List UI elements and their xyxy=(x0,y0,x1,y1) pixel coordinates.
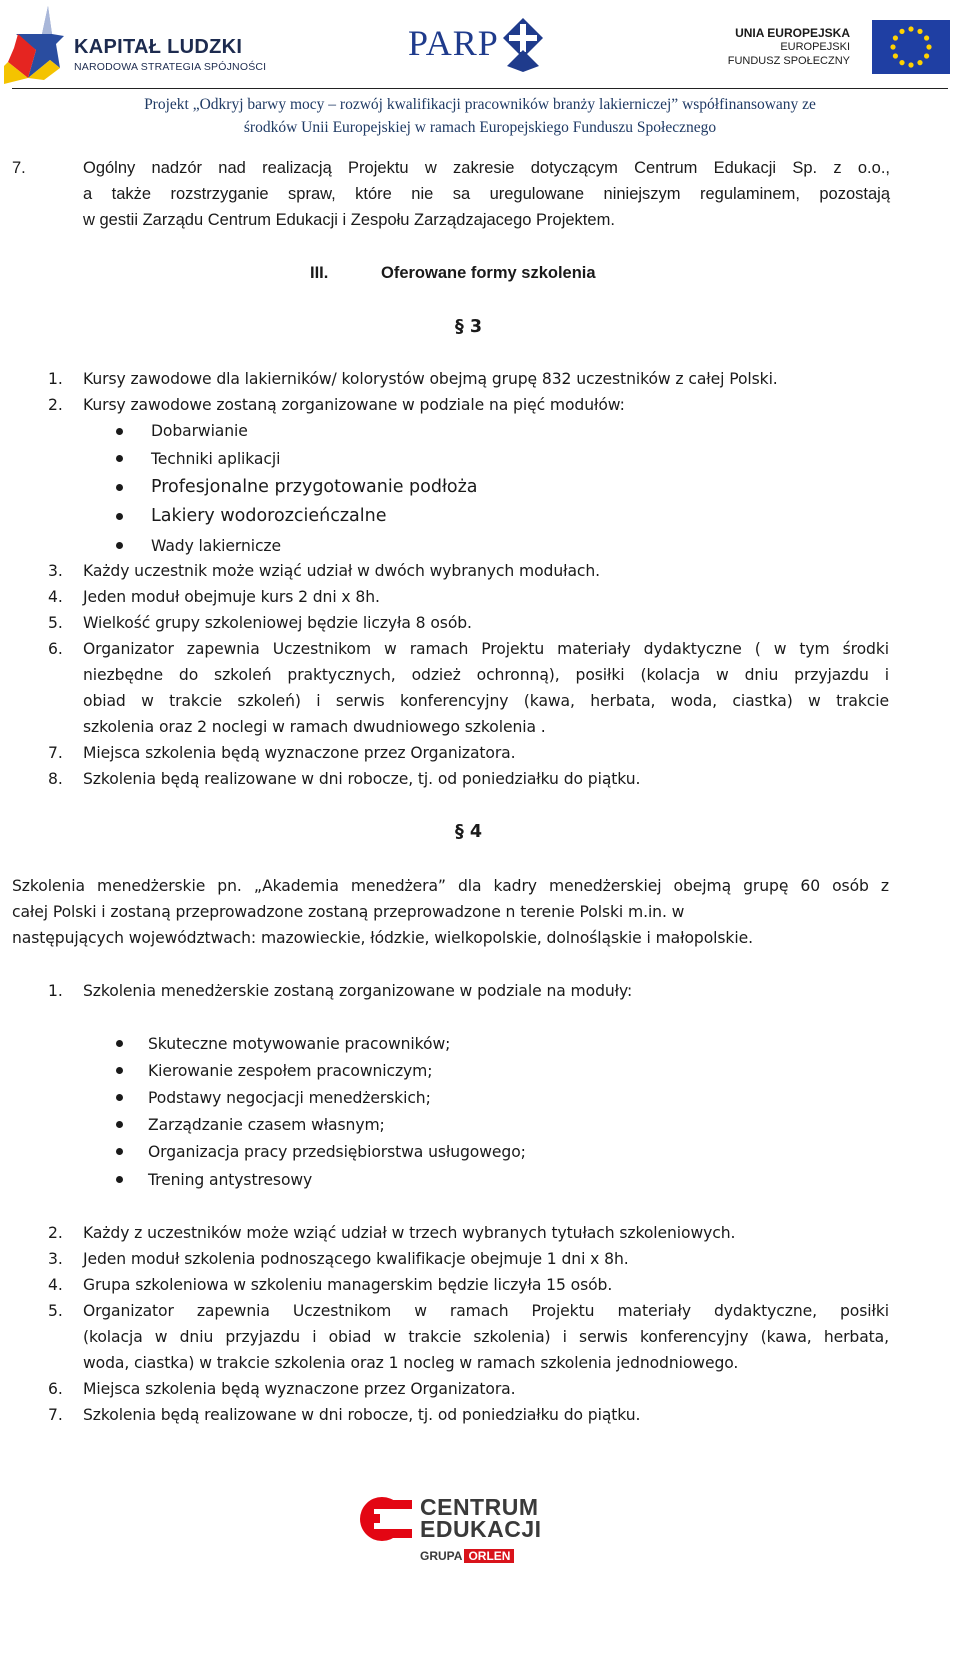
list-item: Szkolenia będą realizowane w dni robocze, tj. od poniedziałku do piątku. xyxy=(83,1406,641,1424)
list-item: Każdy uczestnik może wziąć udział w dwóch wybranych modułach. xyxy=(83,562,601,580)
page-header xyxy=(0,0,960,90)
list-number: 5. xyxy=(48,614,63,632)
list-item: Wielkość grupy szkoleniowej będzie liczyła 8 osób. xyxy=(83,614,472,632)
item6-line4: szkolenia oraz 2 noclegi w ramach dwudniowego szkolenia . xyxy=(83,718,546,736)
point7-line3: w gestii Zarządu Centrum Edukacji i Zespołu Zarządzajacego Projektem. xyxy=(83,211,615,229)
eu-caption-line3: FUNDUSZ SPOŁECZNY xyxy=(727,55,850,67)
parp-name: PARP xyxy=(408,23,499,63)
list-item: Jeden moduł szkolenia podnoszącego kwalifikacje obejmuje 1 dni x 8h. xyxy=(83,1250,629,1268)
bullet-icon xyxy=(116,1121,123,1128)
list-number: 7. xyxy=(48,744,63,762)
item5-line3: woda, ciastka) w trakcie szkolenia oraz 1 nocleg w ramach szkolenia jednodniowego. xyxy=(83,1354,739,1372)
list-number: 3. xyxy=(48,1250,63,1268)
bullet-icon xyxy=(116,428,123,435)
parp-arrows-icon xyxy=(503,18,543,72)
list-number: 8. xyxy=(48,770,63,788)
parp-logo xyxy=(408,18,568,78)
group-label: GRUPA xyxy=(420,1549,463,1563)
module-item: Trening antystresowy xyxy=(148,1171,313,1189)
project-caption-line1: Projekt „Odkryj barwy mocy – rozwój kwalifikacji pracowników branży lakierniczej” współfinansowany ze xyxy=(144,96,816,113)
item5-line1: Organizator zapewnia Uczestnikom w ramach Projektu materiały dydaktyczne, posiłki xyxy=(83,1302,889,1320)
list-number: 7. xyxy=(48,1406,63,1424)
centrum-edukacji-line1: CENTRUM xyxy=(420,1494,539,1520)
kapital-ludzki-title: KAPITAŁ LUDZKI xyxy=(74,36,243,58)
module-item: Techniki aplikacji xyxy=(151,450,281,468)
project-caption-line2: środków Unii Europejskiej w ramach Europejskiego Funduszu Społecznego xyxy=(243,119,717,136)
item5-line2: (kolacja w dniu przyjazdu i obiad w trakcie szkolenia) i serwis konferencyjny (kawa, herbata, xyxy=(83,1328,889,1346)
bullet-icon xyxy=(116,1176,123,1183)
intro-line3: następujących województwach: mazowieckie, łódzkie, wielkopolskie, dolnośląskie i małopolskie. xyxy=(12,929,753,947)
module-item: Zarządzanie czasem własnym; xyxy=(148,1116,385,1134)
list-item: Miejsca szkolenia będą wyznaczone przez Organizatora. xyxy=(83,1380,516,1398)
eu-caption-line2: EUROPEJSKI xyxy=(780,41,850,53)
item6-line3: obiad w trakcie szkoleń) i serwis konferencyjny (kawa, herbata, woda, ciastka) w trakcie xyxy=(83,692,889,710)
bullet-icon xyxy=(116,1067,123,1074)
list-number: 1. xyxy=(48,370,63,388)
kapital-ludzki-star-icon xyxy=(4,4,66,84)
list-number: 1. xyxy=(48,982,63,1000)
bullet-icon xyxy=(116,455,123,462)
paragraph-3-label: § 3 xyxy=(455,317,483,337)
list-item: Kursy zawodowe zostaną zorganizowane w podziale na pięć modułów: xyxy=(83,396,625,414)
bullet-icon xyxy=(116,1148,123,1155)
point7-line1: Ogólny nadzór nad realizacją Projektu w zakresie dotyczącym Centrum Edukacji Sp. z o.o., xyxy=(83,159,890,177)
section-title: Oferowane formy szkolenia xyxy=(381,264,596,282)
centrum-edukacji-name xyxy=(420,1496,542,1540)
list-number: 4. xyxy=(48,1276,63,1294)
eu-caption-line1: UNIA EUROPEJSKA xyxy=(735,26,850,40)
eu-logo xyxy=(700,20,950,80)
module-item: Wady lakiernicze xyxy=(151,537,282,555)
list-item: Kursy zawodowe dla lakierników/ kolorystów obejmą grupę 832 uczestników z całej Polski. xyxy=(83,370,778,388)
list-number: 4. xyxy=(48,588,63,606)
module-item: Kierowanie zespołem pracowniczym; xyxy=(148,1062,433,1080)
list-number: 6. xyxy=(48,1380,63,1398)
item6-line1: Organizator zapewnia Uczestnikom w ramach Projektu materiały dydaktyczne ( w tym środki xyxy=(83,640,889,658)
module-item: Dobarwianie xyxy=(151,422,248,440)
item6-line2: niezbędne do szkoleń praktycznych, odzież ochronną), posiłki (kolacja w dniu przyjazdu i xyxy=(83,666,889,684)
bullet-icon xyxy=(116,1094,123,1101)
module-item: Lakiery wodorozcieńczalne xyxy=(151,506,387,526)
group-name: ORLEN xyxy=(464,1549,514,1563)
section-roman-numeral: III. xyxy=(310,264,329,282)
module-item: Skuteczne motywowanie pracowników; xyxy=(148,1035,451,1053)
project-caption xyxy=(0,93,960,139)
list-item: Szkolenia menedżerskie zostaną zorganizowane w podziale na moduły: xyxy=(83,982,633,1000)
list-number: 2. xyxy=(48,396,63,414)
list-number: 7. xyxy=(12,159,26,177)
list-number: 2. xyxy=(48,1224,63,1242)
list-item: Grupa szkoleniowa w szkoleniu managerskim będzie liczyła 15 osób. xyxy=(83,1276,613,1294)
list-item: Jeden moduł obejmuje kurs 2 dni x 8h. xyxy=(83,588,380,606)
list-item: Miejsca szkolenia będą wyznaczone przez Organizatora. xyxy=(83,744,516,762)
centrum-edukacji-mark-icon xyxy=(360,1494,414,1544)
list-number: 5. xyxy=(48,1302,63,1320)
module-item: Organizacja pracy przedsiębiorstwa usługowego; xyxy=(148,1143,526,1161)
module-item: Profesjonalne przygotowanie podłoża xyxy=(151,477,478,497)
bullet-icon xyxy=(116,513,123,520)
centrum-edukacji-logo xyxy=(360,1494,560,1566)
point7-line2: a także rozstrzyganie spraw, które nie sa uregulowane niniejszym regulaminem, pozostają xyxy=(83,185,890,203)
centrum-edukacji-line2: EDUKACJI xyxy=(420,1516,542,1542)
grupa-orlen-badge xyxy=(420,1548,514,1564)
list-item: Szkolenia będą realizowane w dni robocze, tj. od poniedziałku do piątku. xyxy=(83,770,641,788)
bullet-icon xyxy=(116,1040,123,1047)
eu-flag-icon xyxy=(872,20,950,74)
intro-line1: Szkolenia menedżerskie pn. „Akademia menedżera” dla kadry menedżerskiej obejmą grupę 60 osób z xyxy=(12,877,889,895)
list-number: 6. xyxy=(48,640,63,658)
intro-line2: całej Polski i zostaną przeprowadzone zostaną przeprowadzone n terenie Polski m.in. w xyxy=(12,903,685,921)
header-divider xyxy=(12,88,948,89)
bullet-icon xyxy=(116,484,123,491)
module-item: Podstawy negocjacji menedżerskich; xyxy=(148,1089,431,1107)
kapital-ludzki-subtitle: NARODOWA STRATEGIA SPÓJNOŚCI xyxy=(74,61,267,73)
bullet-icon xyxy=(116,542,123,549)
eu-caption xyxy=(728,26,850,68)
list-number: 3. xyxy=(48,562,63,580)
list-item: Każdy z uczestników może wziąć udział w trzech wybranych tytułach szkoleniowych. xyxy=(83,1224,736,1242)
paragraph-4-label: § 4 xyxy=(455,822,483,842)
kapital-ludzki-logo xyxy=(4,4,274,84)
